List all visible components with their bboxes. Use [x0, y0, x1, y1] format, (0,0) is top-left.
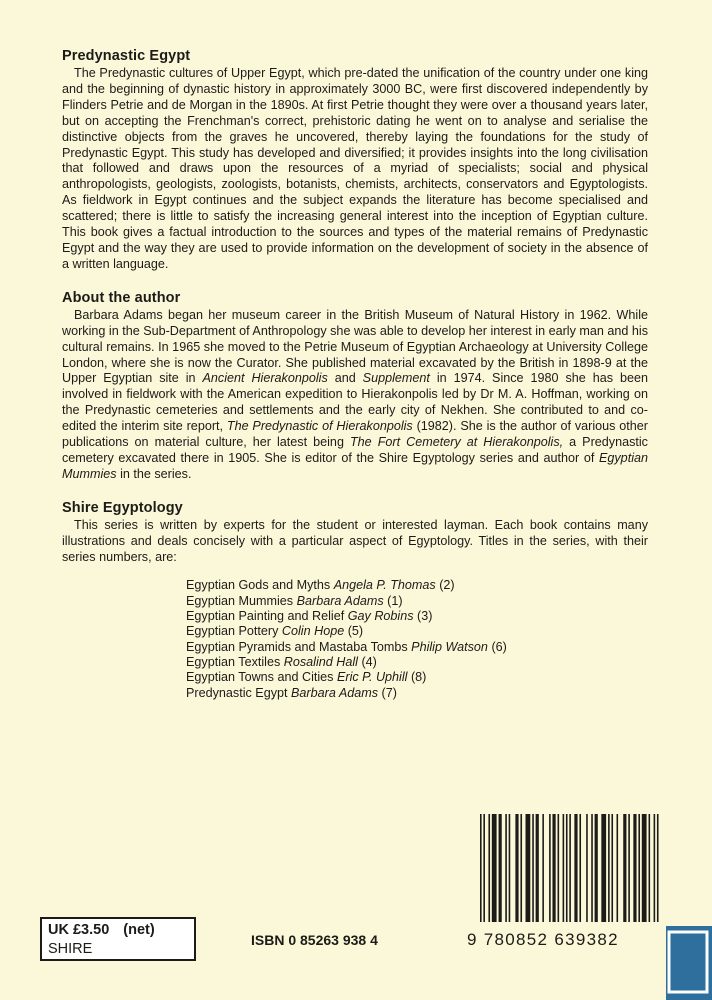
barcode-bar [638, 814, 640, 922]
barcode-bar [591, 814, 593, 922]
barcode-bar [633, 814, 636, 922]
series-title: Predynastic Egypt [186, 685, 288, 700]
book-title: Egyptian Mummies [62, 450, 648, 481]
barcode-bar [526, 814, 531, 922]
barcode-bar [611, 814, 613, 922]
barcode-bar [552, 814, 555, 922]
barcode [480, 814, 662, 922]
book-title: The Fort Cemetery at Hierakonpolis, [349, 435, 564, 450]
barcode-bar [566, 814, 568, 922]
barcode-bar [642, 814, 647, 922]
barcode-bar [601, 814, 606, 922]
corner-mark-fill [666, 926, 712, 1000]
text-run: a Predynastic cemetery excavated there in 1905. She is editor of the Shire Egyptology series and author of [62, 435, 648, 465]
series-number: (5) [347, 624, 364, 639]
corner-colour-mark [666, 926, 712, 1000]
series-title-item [186, 594, 648, 609]
barcode-bar [499, 814, 502, 922]
barcode-bar [515, 814, 518, 922]
series-author: Gay Robins [347, 609, 414, 624]
series-title: Egyptian Towns and Cities [186, 670, 334, 685]
series-title: Egyptian Painting and Relief [186, 609, 345, 624]
barcode-bar [558, 814, 560, 922]
text-run: (1982). She is the author of various other publications on material culture, her latest being [62, 419, 648, 450]
book-title: The Predynastic of Hierakonpolis [226, 419, 413, 434]
series-title-item [186, 686, 648, 701]
series-author: Rosalind Hall [283, 654, 358, 669]
barcode-bar [509, 814, 511, 922]
barcode-bar [563, 814, 565, 922]
series-author: Colin Hope [281, 624, 345, 639]
series-author: Barbara Adams [296, 593, 384, 608]
series-author: Barbara Adams [291, 685, 379, 700]
series-number: (6) [491, 639, 507, 654]
barcode-bar [542, 814, 544, 922]
barcode-bar [488, 814, 490, 922]
text-run: and [327, 371, 363, 386]
barcode-bar [595, 814, 598, 922]
series-number: (1) [387, 593, 403, 608]
book-title: Supplement [362, 371, 430, 386]
barcode-bar [574, 814, 577, 922]
barcode-bar [483, 814, 485, 922]
series-author: Philip Watson [411, 639, 488, 654]
section-predynastic-egypt [62, 48, 648, 273]
publisher-name: SHIRE [48, 941, 93, 957]
series-title: Egyptian Textiles [186, 654, 281, 669]
series-title-item [186, 655, 648, 670]
barcode-bar [532, 814, 534, 922]
section-heading: About the author [62, 289, 181, 306]
series-title-list [186, 578, 648, 700]
series-number: (7) [381, 685, 397, 700]
text-run: in the series. [116, 466, 192, 481]
price-amount: UK £3.50 [48, 922, 110, 938]
series-title-item [186, 670, 648, 685]
barcode-bar [536, 814, 539, 922]
section-heading: Predynastic Egypt [62, 48, 191, 64]
series-title-item [186, 578, 648, 593]
series-title: Egyptian Pyramids and Mastaba Tombs [186, 639, 408, 654]
barcode-bar [617, 814, 619, 922]
text-run: in 1974. Since 1980 she has been involved in fieldwork with the American expedition to Hierakonpolis led by Dr M. A. Hoffman, working on the Predynastic cemeteries and settlements and the early city of Nekhen. She contributed to and co-edited the interim site report, [62, 371, 648, 434]
series-title: Egyptian Gods and Myths [186, 578, 331, 593]
barcode-bar [654, 814, 656, 922]
section-shire-egyptology [62, 500, 648, 701]
series-number: (2) [439, 578, 455, 593]
series-number: (4) [361, 654, 377, 669]
barcode-bar [492, 814, 497, 922]
cover-text [62, 48, 648, 718]
barcode-bar [649, 814, 651, 922]
section-body: This series is written by experts for the student or interested layman. Each book contains many illustrations and deals concisely with a particular aspect of Egyptology. Titles in the series, with their series numbers, are: [62, 517, 648, 564]
section-body: The Predynastic cultures of Upper Egypt, which pre-dated the unification of the country under one king and the beginning of dynastic history in approximately 3000 BC, were first discovered independently by Flinders Petrie and de Morgan in the 1890s. At first Petrie thought they were over a thousand years later, but on accepting the Frenchman's correct, prehistoric dating he went on to analyse and serialise the distinctive objects from the graves he uncovered, thereby laying the foundations for the study of Predynastic Egypt. This study has developed and diversified; it provides insights into the long civilisation that followed and draws upon the resources of a myriad of specialists; social and physical anthropologists, geologists, zoologists, botanists, chemists, architects, conservators and Egyptologists. As fieldwork in Egypt continues and the subject expands the literature has become specialised and scattered; there is little to satisfy the increasing general interest into the inception of Egyptian culture. This book gives a factual introduction to the sources and types of the material remains of Predynastic Egypt and the way they are used to provide information on the development of society in the absence of a written language. [62, 66, 648, 271]
barcode-bar [569, 814, 571, 922]
isbn-number: ISBN 0 85263 938 4 [251, 932, 378, 948]
barcode-bar [628, 814, 630, 922]
series-number: (8) [410, 670, 427, 685]
price-box [40, 917, 196, 961]
barcode-bar [657, 814, 659, 922]
section-heading: Shire Egyptology [62, 499, 183, 516]
text-run: Barbara Adams began her museum career in the British Museum of Natural History in 1962. While working in the Sub-Department of Anthropology she was able to develop her interest in early man and his cultural remains. In 1965 she moved to the Petrie Museum of Egyptian Archaeology at University College London, where she is now the Curator. She published material excavated by the British in 1898-9 at the Upper Egyptian site in [62, 307, 648, 386]
section-about-author [62, 290, 648, 483]
series-title-item [186, 609, 648, 624]
barcode-bar [480, 814, 482, 922]
series-author: Angela P. Thomas [333, 578, 436, 593]
series-title-item [186, 624, 648, 639]
barcode-bar [549, 814, 551, 922]
price-net: (net) [123, 922, 155, 938]
barcode-bar [520, 814, 522, 922]
section-body [62, 308, 648, 483]
barcode-bar [608, 814, 610, 922]
series-author: Eric P. Uphill [336, 670, 408, 685]
series-number: (3) [417, 609, 433, 624]
series-title: Egyptian Pottery [186, 624, 279, 639]
book-title: Ancient Hierakonpolis [202, 371, 328, 386]
series-title-item [186, 640, 648, 655]
barcode-bar [505, 814, 507, 922]
barcode-bar [586, 814, 588, 922]
series-title: Egyptian Mummies [186, 593, 294, 608]
barcode-digits: 9 780852 639382 [467, 930, 619, 949]
price-line [48, 922, 155, 938]
barcode-bar [623, 814, 626, 922]
barcode-bar [579, 814, 581, 922]
